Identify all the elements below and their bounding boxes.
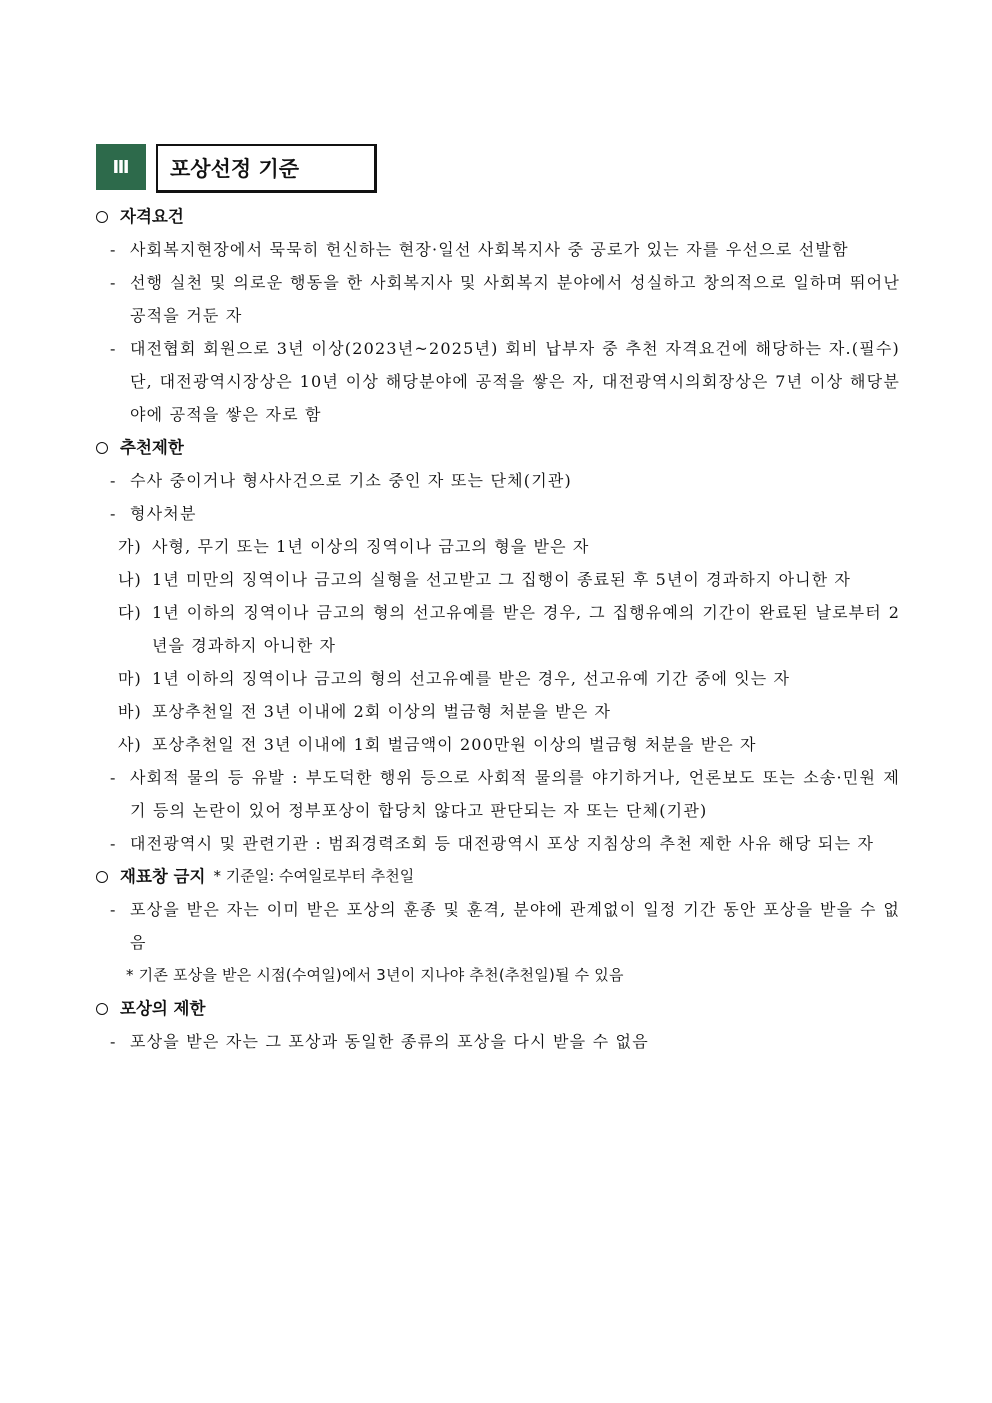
section-title: 포상선정 기준 xyxy=(156,144,377,193)
section-restriction-title: 추천제한 xyxy=(96,431,900,464)
dash-bullet: - xyxy=(110,768,117,787)
section-note: * 기준일: 수여일로부터 추천일 xyxy=(213,867,415,885)
dash-bullet: - xyxy=(110,504,117,523)
sub-list-item: 마) 1년 이하의 징역이나 금고의 형의 선고유예를 받은 경우, 선고유예 기간 중에 잇는 자 xyxy=(118,669,791,688)
dash-bullet: - xyxy=(110,273,117,292)
dash-bullet: - xyxy=(110,339,117,358)
circle-bullet-icon xyxy=(96,211,108,223)
list-item: - 선행 실천 및 의로운 행동을 한 사회복지사 및 사회복지 분야에서 성실하고 창의적으로 일하며 뛰어난 공적을 거둔 자 xyxy=(96,266,900,332)
list-item: - 포상을 받은 자는 이미 받은 포상의 훈종 및 훈격, 분야에 관계없이 일정 기간 동안 포상을 받을 수 없음 xyxy=(96,893,900,959)
list-item: - 사회복지현장에서 묵묵히 헌신하는 현장·일선 사회복지사 중 공로가 있는 자를 우선으로 선발함 xyxy=(96,233,900,266)
sub-list-item: 나) 1년 미만의 징역이나 금고의 실형을 선고받고 그 집행이 종료된 후 5년이 경과하지 아니한 자 xyxy=(118,570,851,589)
list-item: - 포상을 받은 자는 그 포상과 동일한 종류의 포상을 다시 받을 수 없음 xyxy=(96,1025,900,1058)
list-item: - 대전광역시 및 관련기관 : 범죄경력조회 등 대전광역시 포상 지침상의 추천 제한 사유 해당 되는 자 xyxy=(96,827,900,860)
dash-bullet: - xyxy=(110,240,117,259)
footnote: * 기존 포상을 받은 시점(수여일)에서 3년이 지나야 추천(추천일)될 수 있음 xyxy=(126,966,624,984)
list-item: - 수사 중이거나 형사사건으로 기소 중인 자 또는 단체(기관) xyxy=(96,464,900,497)
dash-bullet: - xyxy=(110,900,117,919)
sub-list-item: 사) 포상추천일 전 3년 이내에 1회 벌금액이 200만원 이상의 벌금형 처분을 받은 자 xyxy=(118,735,757,754)
list-item: - 형사처분 xyxy=(96,497,900,530)
list-item: - 사회적 물의 등 유발 : 부도덕한 행위 등으로 사회적 물의를 야기하거나, 언론보도 또는 소송·민원 제기 등의 논란이 있어 정부포상이 합당치 않다고 판단되는 자 또는 단체(기관) xyxy=(96,761,900,827)
circle-bullet-icon xyxy=(96,871,108,883)
section-repeat-title: 재표창 금지 * 기준일: 수여일로부터 추천일 xyxy=(96,860,900,893)
dash-bullet: - xyxy=(110,834,117,853)
dash-bullet: - xyxy=(110,471,117,490)
section-heading xyxy=(96,144,377,193)
section-limit-title: 포상의 제한 xyxy=(96,992,900,1025)
circle-bullet-icon xyxy=(96,442,108,454)
dash-bullet: - xyxy=(110,1032,117,1051)
section-number-badge: Ⅲ xyxy=(96,144,146,190)
document-body xyxy=(96,200,900,1058)
section-qualification-title: 자격요건 xyxy=(96,200,900,233)
list-item: - 대전협회 회원으로 3년 이상(2023년~2025년) 회비 납부자 중 추천 자격요건에 해당하는 자.(필수) 단, 대전광역시장상은 10년 이상 해당분야에 공적을 쌓은 자, 대전광역시의회장상은 7년 이상 해당분야에 공적을 쌓은 자로 함 xyxy=(96,332,900,431)
circle-bullet-icon xyxy=(96,1003,108,1015)
sub-list-item: 가) 사형, 무기 또는 1년 이상의 징역이나 금고의 형을 받은 자 xyxy=(118,537,590,556)
sub-list-item: 다) 1년 이하의 징역이나 금고의 형의 선고유예를 받은 경우, 그 집행유예의 기간이 완료된 날로부터 2년을 경과하지 아니한 자 xyxy=(118,603,900,655)
sub-list-item: 바) 포상추천일 전 3년 이내에 2회 이상의 벌금형 처분을 받은 자 xyxy=(118,702,612,721)
